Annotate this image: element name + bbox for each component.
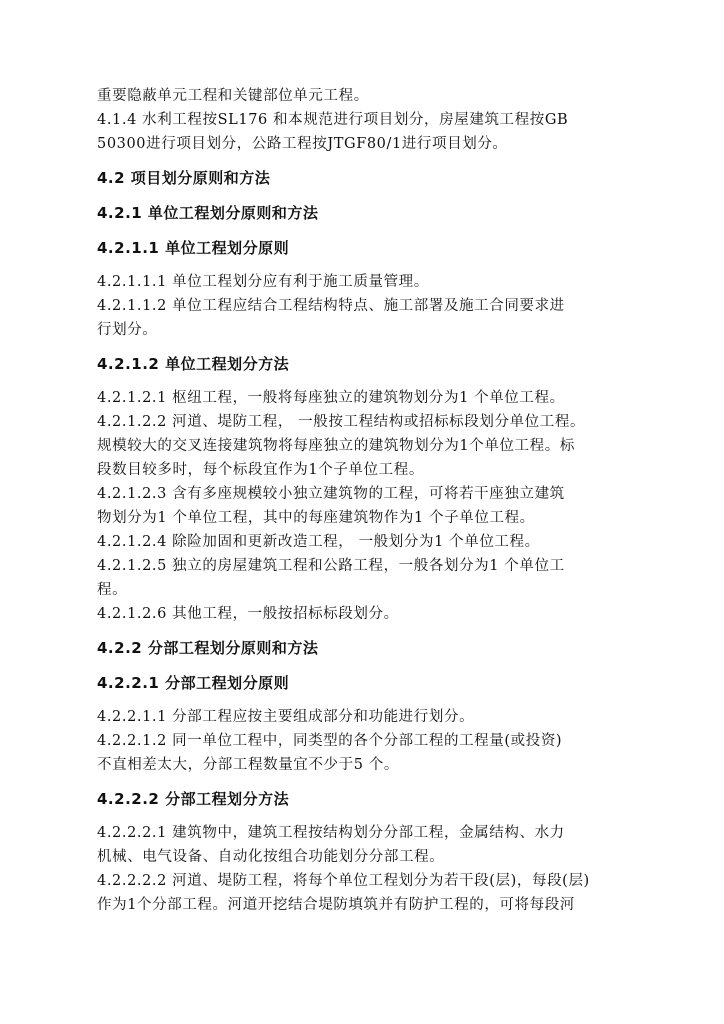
clause-4-2-1-2-3: 4.2.1.2.3 含有多座规模较小独立建筑物的工程，可将若干座独立建筑 [97,486,565,502]
clause-4-2-1-1-2: 4.2.1.1.2 单位工程应结合工程结构特点、施工部署及施工合同要求进 [97,298,565,314]
clause-4-2-1-2-5: 4.2.1.2.5 独立的房屋建筑工程和公路工程，一般各划分为1 个单位工 [97,558,565,574]
text-line: 物划分为1 个单位工程，其中的每座建筑物作为1 个子单位工程。 [97,510,535,526]
heading-4-2-1: 4.2.1 单位工程划分原则和方法 [97,204,319,222]
clause-4-2-1-2-2: 4.2.1.2.2 河道、堤防工程， 一般按工程结构或招标标段划分单位工程。 [97,414,586,430]
clause-4-2-1-1-1: 4.2.1.1.1 单位工程划分应有利于施工质量管理。 [97,274,429,290]
heading-4-2-2-1: 4.2.2.1 分部工程划分原则 [97,674,290,692]
clause-4-2-1-2-6: 4.2.1.2.6 其他工程，一般按招标标段划分。 [97,606,399,622]
heading-4-2-2: 4.2.2 分部工程划分原则和方法 [97,639,319,657]
text-line: 段数目较多时，每个标段宜作为1个子单位工程。 [97,462,424,478]
text-line: 不直相差太大，分部工程数量宜不少于5 个。 [97,757,399,773]
text-line: 机械、电气设备、自动化按组合功能划分分部工程。 [97,849,445,865]
clause-4-2-2-1-1: 4.2.2.1.1 分部工程应按主要组成部分和功能进行划分。 [97,709,475,725]
text-line: 重要隐蔽单元工程和关键部位单元工程。 [97,88,369,104]
heading-4-2-1-1: 4.2.1.1 单位工程划分原则 [97,239,290,257]
clause-4-2-2-2-2: 4.2.2.2.2 河道、堤防工程，将每个单位工程划分为若干段(层)，每段(层) [97,873,590,889]
heading-4-2-1-2: 4.2.1.2 单位工程划分方法 [97,355,290,373]
heading-4-2-2-2: 4.2.2.2 分部工程划分方法 [97,790,290,808]
text-line: 规模较大的交叉连接建筑物将每座独立的建筑物划分为1个单位工程。标 [97,438,575,454]
clause-4-2-2-2-1: 4.2.2.2.1 建筑物中，建筑工程按结构划分分部工程，金属结构、水力 [97,825,565,841]
clause-4-2-1-2-4: 4.2.1.2.4 除险加固和更新改造工程， 一般划分为1 个单位工程。 [97,534,540,550]
text-line: 50300进行项目划分，公路工程按JTGF80/1进行项目划分。 [97,136,508,152]
clause-4-2-2-1-2: 4.2.2.1.2 同一单位工程中，同类型的各个分部工程的工程量(或投资) [97,733,563,749]
clause-4-2-1-2-1: 4.2.1.2.1 枢纽工程，一般将每座独立的建筑物划分为1 个单位工程。 [97,390,565,406]
clause-4-1-4: 4.1.4 水利工程按SL176 和本规范进行项目划分，房屋建筑工程按GB [97,112,569,128]
heading-4-2: 4.2 项目划分原则和方法 [97,169,271,187]
text-line: 行划分。 [97,322,158,338]
text-line: 程。 [97,582,128,598]
document-page [97,84,637,917]
text-line: 作为1个分部工程。河道开挖结合堤防填筑并有防护工程的，可将每段河 [97,897,575,913]
